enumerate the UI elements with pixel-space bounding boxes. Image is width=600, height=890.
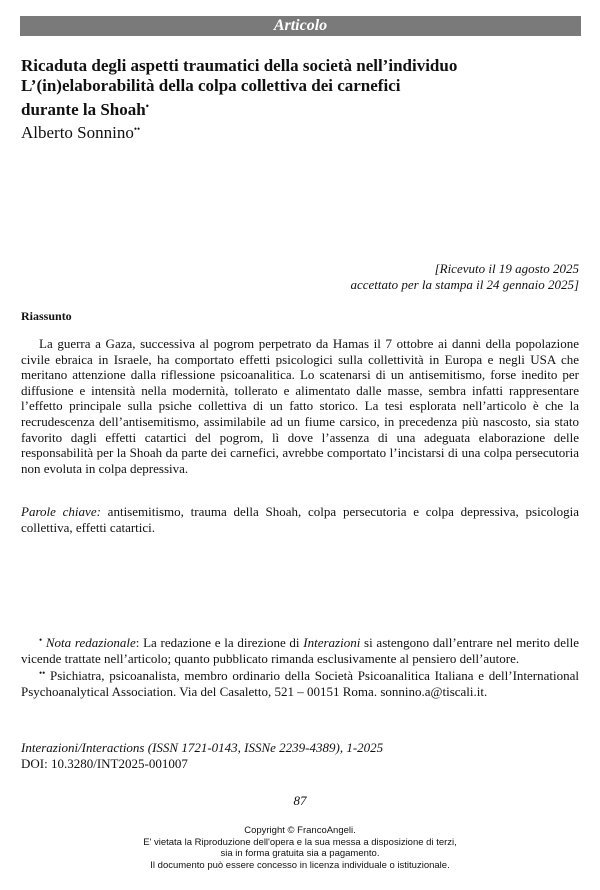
author — [21, 119, 140, 143]
received-line: [Ricevuto il 19 agosto 2025 — [434, 261, 579, 276]
footnotes — [21, 633, 579, 699]
doi[interactable]: DOI: 10.3280/INT2025-001007 — [21, 755, 188, 771]
journal-citation: Interazioni/Interactions (ISSN 1721-0143, ISSNe 2239-4389), 1-2025 — [21, 740, 384, 755]
footnote-1-label: Nota redazionale — [45, 635, 136, 650]
section-banner: Articolo — [20, 16, 581, 36]
title-line-2: L’(in)elaborabilità della colpa collettiva dei carnefici — [21, 76, 401, 95]
copyright-notice — [0, 825, 600, 871]
abstract-heading: Riassunto — [21, 309, 72, 323]
title-line-1: Ricaduta degli aspetti traumatici della società nell’individuo — [21, 56, 458, 75]
copyright-line-3: sia in forma gratuita sia a pagamento. — [220, 848, 380, 860]
title-footnote-mark[interactable]: • — [145, 101, 149, 111]
footnote-2-symbol: •• — [39, 668, 46, 679]
keywords-text: antisemitismo, trauma della Shoah, colpa persecutoria e colpa depressiva, psicologia collettiva, effetti catartici. — [21, 504, 579, 535]
article-title — [21, 56, 581, 120]
keywords — [21, 504, 579, 535]
footnote-1-symbol: • — [39, 635, 43, 645]
copyright-line-2: E' vietata la Riproduzione dell'opera e la sua messa a disposizione di terzi, — [143, 836, 457, 848]
footnote-1-text-a: : La redazione e la direzione di — [135, 635, 304, 650]
footnote-author — [21, 666, 579, 699]
keywords-label: Parole chiave: — [21, 504, 101, 519]
author-footnote-mark[interactable]: •• — [133, 124, 141, 134]
received-dates — [350, 261, 579, 293]
footnote-2-text: Psichiatra, psicoanalista, membro ordinario della Società Psicoanalitica Italiana e dell’International Psychoanalytical Association. Via del Casaletto, 521 – 00151 Roma. sonnino.a@tiscali.it. — [21, 668, 579, 699]
author-name: Alberto Sonnino — [21, 123, 134, 142]
journal-info — [21, 740, 383, 771]
abstract-text: La guerra a Gaza, successiva al pogrom perpetrato da Hamas il 7 ottobre ai danni della popolazione civile ebraica in Israele, ha comportato effetti psicologici sulla collettività in Europa e negli USA che meritano attenzione dalla riflessione psicoanalitica. Lo scatenarsi di un antisemitismo, forse inedito per diffusione e intensità nella modernità, tollerato e alimentato dalle masse, sembra infatti rappresentare l’effetto principale sulla psiche collettiva di un fatto storico. La tesi esplorata nell’articolo è che la recrudescenza dell’antisemitismo, assimilabile ad un fiume carsico, in precedenza più nascosto, sia stato favorito dagli effetti catartici del pogrom, lì dove l’assenza di una adeguata elaborazione delle responsabilità per la Shoah da parte dei carnefici, avrebbe comportato l’incistarsi di una colpa persecutoria non evoluta in colpa depressiva. — [21, 336, 579, 476]
accepted-line: accettato per la stampa il 24 gennaio 2025] — [350, 277, 579, 292]
title-line-3-text: durante la Shoah — [21, 100, 146, 119]
page-number: 87 — [293, 793, 307, 808]
footnote-1-text-b: si astengono dall’entrare nel merito delle vicende trattate nell’articolo; quanto pubblicato rimanda esclusivamente al pensiero dell’autore. — [21, 635, 579, 666]
footnote-1-journal: Interazioni — [303, 635, 361, 650]
copyright-line-1: Copyright © FrancoAngeli. — [244, 825, 356, 836]
copyright-line-4: Il documento può essere concesso in licenza individuale o istituzionale. — [150, 859, 450, 871]
footnote-editorial — [21, 633, 579, 666]
title-line-3 — [21, 96, 581, 120]
